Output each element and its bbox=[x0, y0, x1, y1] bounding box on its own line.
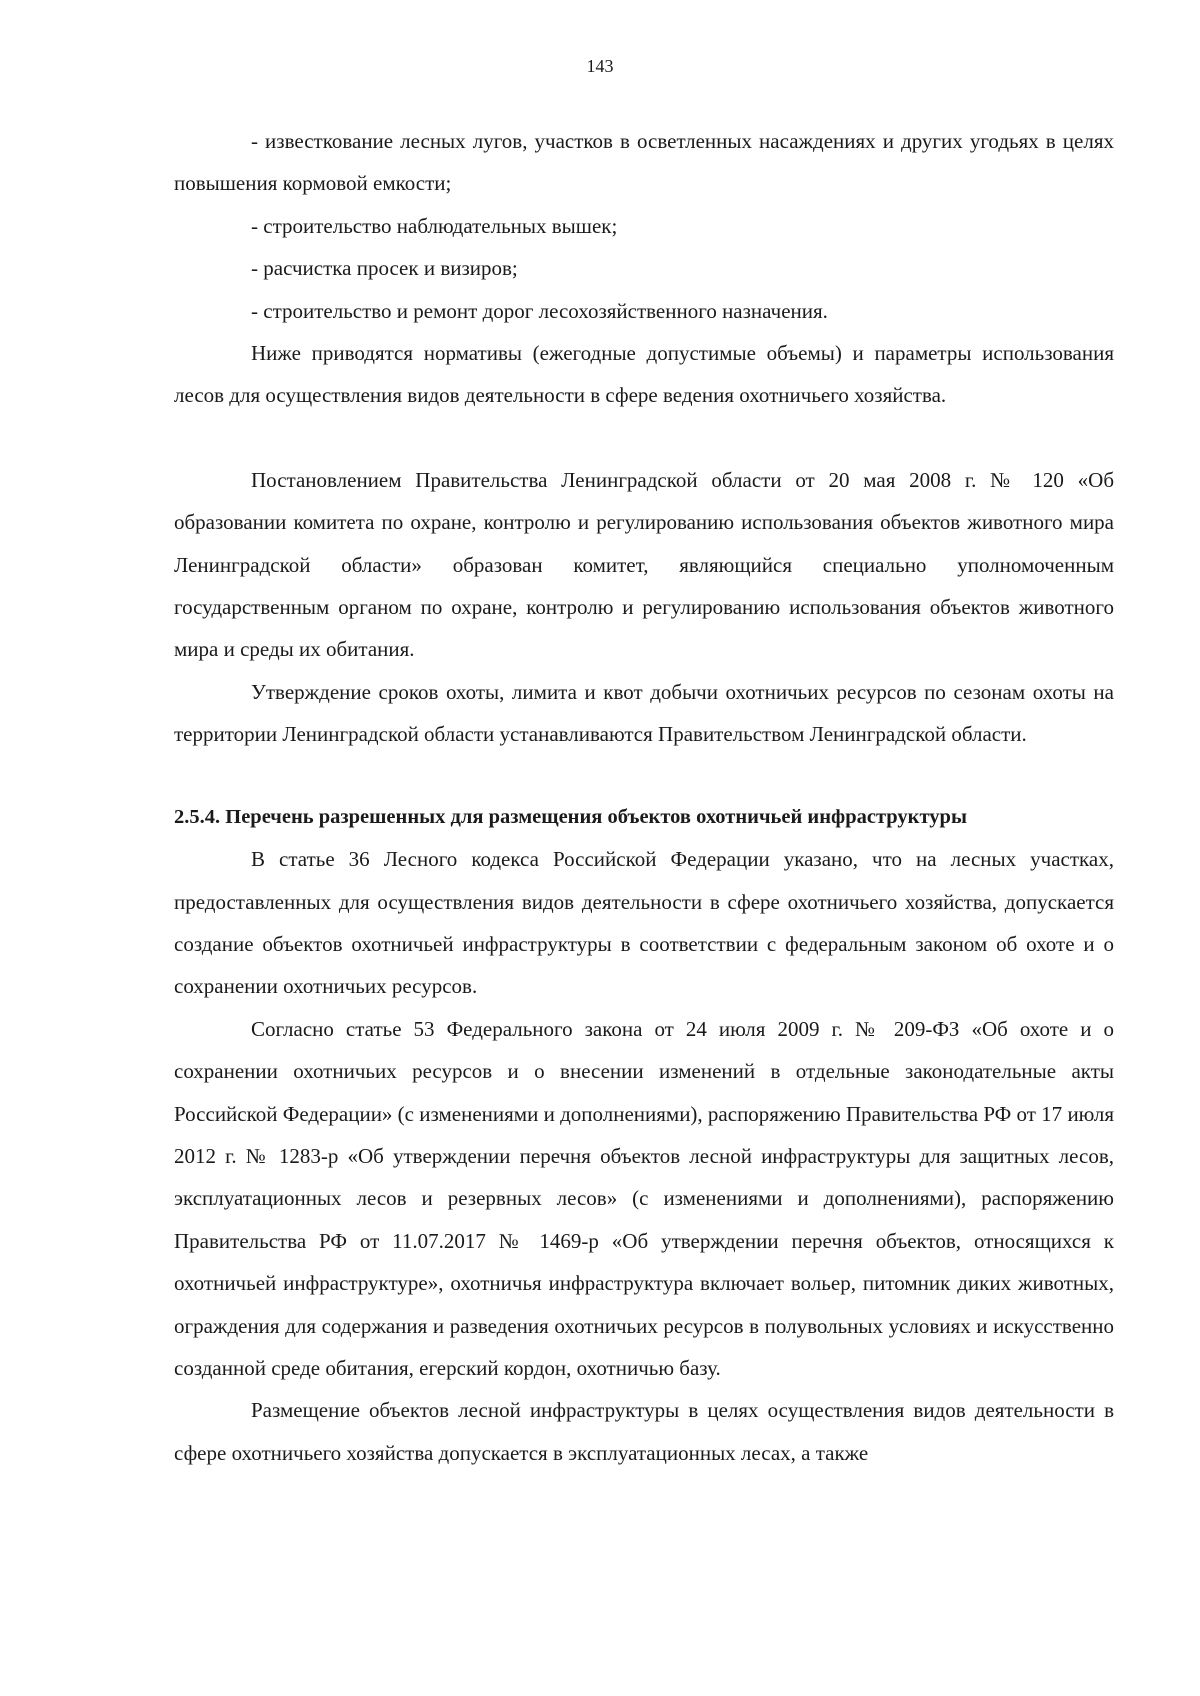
paragraph-norms: Ниже приводятся нормативы (ежегодные допустимые объемы) и параметры использования лесов для осуществления видов деятельности в сфере ведения охотничьего хозяйства. bbox=[174, 341, 1114, 408]
page-number: 143 bbox=[586, 56, 614, 76]
paragraph-article-53: Согласно статье 53 Федерального закона от 24 июля 2009 г. № 209-ФЗ «Об охоте и о сохранении охотничьих ресурсов и о внесении изменений в отдельные законодательные акты Российской Федерации» (с изменениями и дополнениями), распоряжению Правительства РФ от 17 июля 2012 г. № 1283-р «Об утверждении перечня объектов лесной инфраструктуры для защитных лесов, эксплуатационных лесов и резервных лесов» (с изменениями и дополнениями), распоряжению Правительства РФ от 11.07.2017 № 1469-р «Об утверждении перечня объектов, относящихся к охотничьей инфраструктуре», охотничья инфраструктура включает вольер, питомник диких животных, ограждения для содержания и разведения охотничьих ресурсов в полувольных условиях и искусственно созданной среде обитания, егерский кордон, охотничью базу. bbox=[174, 1016, 1114, 1380]
section-heading: 2.5.4. Перечень разрешенных для размещения объектов охотничьей инфраструктуры bbox=[174, 805, 967, 828]
paragraph-committee: Постановлением Правительства Ленинградской области от 20 мая 2008 г. № 120 «Об образовании комитета по охране, контролю и регулированию использования объектов животного мира Ленинградской области» образован комитет, являющийся специально уполномоченным государственным органом по охране, контролю и регулированию использования объектов животного мира и среды их обитания. bbox=[174, 467, 1114, 662]
list-item-liming: - известкование лесных лугов, участков в осветленных насаждениях и других угодьях в целях повышения кормовой емкости; bbox=[174, 129, 1114, 196]
list-item-towers: - строительство наблюдательных вышек; bbox=[251, 213, 618, 238]
paragraph-article-36: В статье 36 Лесного кодекса Российской Федерации указано, что на лесных участках, предоставленных для осуществления видов деятельности в сфере охотничьего хозяйства, допускается создание объектов охотничьей инфраструктуры в соответствии с федеральным законом об охоте и о сохранении охотничьих ресурсов. bbox=[174, 847, 1114, 999]
list-item-roads: - строительство и ремонт дорог лесохозяйственного назначения. bbox=[251, 298, 828, 323]
spacer bbox=[174, 417, 1114, 459]
document-body bbox=[174, 120, 1114, 1474]
list-item-clearings: - расчистка просек и визиров; bbox=[251, 256, 518, 281]
spacer bbox=[174, 756, 1114, 796]
paragraph-hunting-terms: Утверждение сроков охоты, лимита и квот добычи охотничьих ресурсов по сезонам охоты на территории Ленинградской области устанавливаются Правительством Ленинградской области. bbox=[174, 679, 1114, 747]
paragraph-placement: Размещение объектов лесной инфраструктуры в целях осуществления видов деятельности в сфере охотничьего хозяйства допускается в эксплуатационных лесах, а также bbox=[174, 1398, 1114, 1465]
